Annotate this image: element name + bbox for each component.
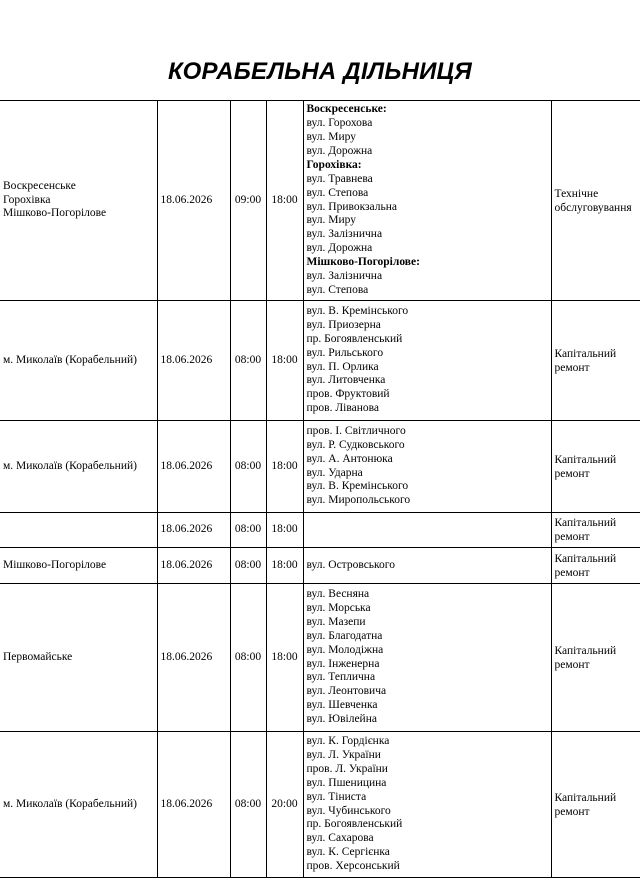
settlement-cell <box>0 301 157 421</box>
work-type-text: Капітальний <box>555 644 640 658</box>
work-type-text: ремонт <box>555 467 640 481</box>
street-item: вул. Литовченка <box>307 374 548 388</box>
street-item: вул. Пшеницина <box>307 777 548 791</box>
work-type-cell <box>551 421 640 513</box>
settlement-cell <box>0 101 157 301</box>
street-item: вул. Рильського <box>307 347 548 361</box>
work-type-cell <box>551 584 640 732</box>
street-item: вул. Чубинського <box>307 805 548 819</box>
streets-cell <box>303 301 551 421</box>
street-item: вул. Дорожна <box>307 242 548 256</box>
streets-cell <box>303 732 551 878</box>
street-item: пров. І. Світличного <box>307 425 548 439</box>
work-type-text: ремонт <box>555 658 640 672</box>
table-row <box>0 301 640 421</box>
street-group-heading: Мішково-Погорілове: <box>307 256 548 270</box>
street-item: вул. Мазепи <box>307 616 548 630</box>
schedule-body <box>0 101 640 878</box>
work-type-text: ремонт <box>555 530 640 544</box>
street-item: вул. Весняна <box>307 588 548 602</box>
street-item: вул. Островського <box>307 559 548 573</box>
street-item: вул. Горохова <box>307 117 548 131</box>
start-time-cell: 08:00 <box>230 732 266 878</box>
settlement-cell <box>0 584 157 732</box>
start-time-cell: 08:00 <box>230 513 266 548</box>
start-time-cell: 09:00 <box>230 101 266 301</box>
end-time-cell: 18:00 <box>266 301 303 421</box>
date-cell: 18.06.2026 <box>157 301 230 421</box>
end-time-cell: 18:00 <box>266 548 303 584</box>
streets-cell <box>303 101 551 301</box>
streets-cell <box>303 421 551 513</box>
settlement-cell <box>0 513 157 548</box>
street-item: вул. Інженерна <box>307 658 548 672</box>
date-cell: 18.06.2026 <box>157 513 230 548</box>
end-time-cell: 20:00 <box>266 732 303 878</box>
settlement-name: м. Миколаїв (Корабельний) <box>3 798 154 812</box>
table-row <box>0 421 640 513</box>
street-item: пров. Ліванова <box>307 402 548 416</box>
table-row <box>0 548 640 584</box>
street-item: вул. Миру <box>307 131 548 145</box>
start-time-cell: 08:00 <box>230 421 266 513</box>
street-item: пров. Херсонський <box>307 860 548 874</box>
date-cell: 18.06.2026 <box>157 421 230 513</box>
work-type-text: Капітальний <box>555 516 640 530</box>
street-item: вул. А. Антонюка <box>307 453 548 467</box>
date-cell: 18.06.2026 <box>157 584 230 732</box>
streets-cell <box>303 513 551 548</box>
street-item: вул. В. Кремінського <box>307 480 548 494</box>
street-item: вул. Морська <box>307 602 548 616</box>
street-item: вул. К. Сергієнка <box>307 846 548 860</box>
street-item: пров. Л. України <box>307 763 548 777</box>
start-time-cell: 08:00 <box>230 301 266 421</box>
settlement-name: м. Миколаїв (Корабельний) <box>3 354 154 368</box>
settlement-name: Воскресенське <box>3 180 154 194</box>
street-item: вул. Степова <box>307 284 548 298</box>
street-item: вул. Приозерна <box>307 319 548 333</box>
street-group-heading: Воскресенське: <box>307 103 548 117</box>
settlement-name: м. Миколаїв (Корабельний) <box>3 460 154 474</box>
street-item: вул. Тіниста <box>307 791 548 805</box>
street-item: вул. Леонтовича <box>307 685 548 699</box>
start-time-cell: 08:00 <box>230 584 266 732</box>
work-type-cell <box>551 301 640 421</box>
work-type-cell <box>551 101 640 301</box>
street-item: вул. Ударна <box>307 467 548 481</box>
streets-cell <box>303 584 551 732</box>
table-row <box>0 584 640 732</box>
work-type-text: ремонт <box>555 566 640 580</box>
date-cell: 18.06.2026 <box>157 101 230 301</box>
street-item: вул. К. Гордієнка <box>307 735 548 749</box>
street-item: вул. Л. України <box>307 749 548 763</box>
work-type-cell <box>551 732 640 878</box>
street-item: вул. Степова <box>307 187 548 201</box>
work-type-text: Капітальний <box>555 453 640 467</box>
work-type-text: Капітальний <box>555 552 640 566</box>
work-type-text: Капітальний <box>555 791 640 805</box>
street-item: пров. Фруктовий <box>307 388 548 402</box>
street-item: вул. Травнева <box>307 173 548 187</box>
street-item: вул. Теплична <box>307 671 548 685</box>
street-item: вул. Шевченка <box>307 699 548 713</box>
end-time-cell: 18:00 <box>266 584 303 732</box>
street-item: пр. Богоявленський <box>307 333 548 347</box>
street-group-heading: Горохівка: <box>307 159 548 173</box>
street-item: вул. Ювілейна <box>307 713 548 727</box>
streets-cell <box>303 548 551 584</box>
street-item: вул. Привокзальна <box>307 201 548 215</box>
end-time-cell: 18:00 <box>266 421 303 513</box>
work-type-cell <box>551 513 640 548</box>
street-item: вул. Миропольського <box>307 494 548 508</box>
street-item: вул. Дорожна <box>307 145 548 159</box>
work-type-text: Технічне <box>555 187 640 201</box>
settlement-name: Мішково-Погорілове <box>3 559 154 573</box>
settlement-cell <box>0 732 157 878</box>
settlement-name: Горохівка <box>3 194 154 208</box>
work-type-cell <box>551 548 640 584</box>
table-row <box>0 732 640 878</box>
outage-schedule-table <box>0 100 640 878</box>
end-time-cell: 18:00 <box>266 513 303 548</box>
date-cell: 18.06.2026 <box>157 732 230 878</box>
street-item: вул. Залізнична <box>307 270 548 284</box>
street-item: вул. Миру <box>307 214 548 228</box>
work-type-text: обслуговування <box>555 201 640 215</box>
work-type-text: ремонт <box>555 805 640 819</box>
work-type-text: ремонт <box>555 361 640 375</box>
street-item: вул. Сахарова <box>307 832 548 846</box>
table-row <box>0 513 640 548</box>
street-item: вул. П. Орлика <box>307 361 548 375</box>
street-item: вул. Молодіжна <box>307 644 548 658</box>
street-item: вул. Благодатна <box>307 630 548 644</box>
table-row <box>0 101 640 301</box>
street-item: вул. Залізнична <box>307 228 548 242</box>
settlement-cell <box>0 548 157 584</box>
settlement-name: Мішково-Погорілове <box>3 207 154 221</box>
street-item: вул. В. Кремінського <box>307 305 548 319</box>
work-type-text: Капітальний <box>555 347 640 361</box>
settlement-cell <box>0 421 157 513</box>
page-title: КОРАБЕЛЬНА ДІЛЬНИЦЯ <box>0 58 640 86</box>
end-time-cell: 18:00 <box>266 101 303 301</box>
date-cell: 18.06.2026 <box>157 548 230 584</box>
street-item: пр. Богоявленський <box>307 818 548 832</box>
settlement-name: Первомайське <box>3 651 154 665</box>
start-time-cell: 08:00 <box>230 548 266 584</box>
street-item: вул. Р. Судковського <box>307 439 548 453</box>
